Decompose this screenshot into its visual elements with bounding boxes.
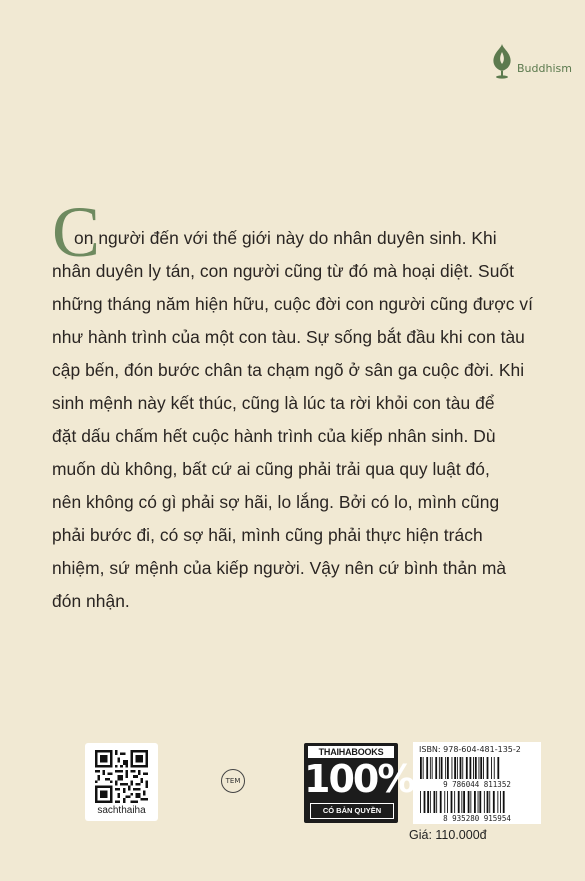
- blurb-line: on người đến với thế giới này do nhân duyên sinh. Khi: [74, 228, 497, 248]
- blurb-line: nhân duyên ly tán, con người cũng từ đó mà hoại diệt. Suốt: [52, 261, 515, 281]
- barcode-bar: [430, 791, 431, 813]
- blurb-line: sinh mệnh này kết thúc, cũng là lúc ta rời khỏi con tàu để: [52, 393, 495, 413]
- barcode-bar: [460, 757, 462, 779]
- blurb-line: đặt dấu chấm hết cuộc hành trình của kiếp nhân sinh. Dù: [52, 426, 496, 446]
- blurb-line: phải bước đi, có sợ hãi, mình cũng phải thực hiện trách: [52, 525, 483, 545]
- barcode-bar: [432, 757, 433, 779]
- barcode-bar: [444, 791, 445, 813]
- isbn-barcode-box: [413, 742, 541, 824]
- barcode-bar: [452, 757, 453, 779]
- qr-caption: sachthaiha: [97, 805, 146, 816]
- barcode-bar: [479, 757, 480, 779]
- barcode-bar: [463, 791, 465, 813]
- stamp-subtitle: CÓ BẢN QUYỀN: [310, 803, 394, 819]
- barcode-graphic: [416, 756, 538, 822]
- barcode-digits-top: 9 786044 811352: [443, 780, 511, 789]
- barcode-digits-bottom: 8 935280 915954: [443, 814, 511, 823]
- blurb-line: nên không có gì phải sợ hãi, lo lắng. Bởi có lo, mình cũng: [52, 492, 500, 512]
- barcode-bar: [454, 757, 456, 779]
- barcode-bar: [475, 757, 477, 779]
- barcode-bar: [434, 791, 436, 813]
- isbn-barcode: [420, 757, 499, 779]
- barcode-bar: [445, 757, 446, 779]
- barcode-bar: [439, 757, 440, 779]
- barcode-bar: [484, 791, 485, 813]
- qr-code-card: [85, 743, 158, 821]
- barcode-bar: [480, 757, 482, 779]
- barcode-bar: [436, 791, 437, 813]
- publisher-imprint: [491, 42, 572, 82]
- barcode-bar: [461, 791, 462, 813]
- barcode-bar: [497, 757, 499, 779]
- stamp-percent: 100%: [304, 757, 414, 801]
- blurb-line: cập bến, đón bước chân ta chạm ngõ ở sân ga cuộc đời. Khi: [52, 360, 525, 380]
- price-label: Giá: 110.000đ: [409, 828, 487, 842]
- barcode-bar: [500, 791, 501, 813]
- barcode-bar: [470, 791, 471, 813]
- barcode-bar: [424, 791, 426, 813]
- barcode-bar: [458, 791, 460, 813]
- barcode-bar: [468, 791, 470, 813]
- blurb-line: muốn dù không, bất cứ ai cũng phải trải qua quy luật đó,: [52, 459, 490, 479]
- qr-code-icon: [95, 750, 148, 803]
- barcode-bar: [462, 757, 463, 779]
- barcode-bar: [447, 791, 448, 813]
- isbn-label: ISBN: 978-604-481-135-2: [419, 745, 521, 754]
- barcode-bar: [493, 791, 495, 813]
- barcode-bar: [489, 791, 490, 813]
- blurb-line: đón nhận.: [52, 591, 130, 611]
- barcode-bar: [454, 791, 455, 813]
- ean-barcode: [420, 791, 505, 813]
- barcode-bar: [491, 757, 492, 779]
- barcode-bar: [494, 757, 495, 779]
- barcode-bar: [487, 791, 489, 813]
- barcode-bar: [447, 757, 449, 779]
- barcode-bar: [423, 757, 424, 779]
- barcode-bar: [457, 757, 458, 779]
- barcode-bar: [473, 757, 474, 779]
- barcode-bar: [503, 791, 505, 813]
- blurb-line: nhiệm, sứ mệnh của kiếp người. Vậy nên cứ bình thản mà: [52, 558, 507, 578]
- tem-sticker-mark: TEM: [221, 769, 245, 793]
- barcode-bar: [440, 791, 442, 813]
- barcode-bar: [483, 757, 484, 779]
- barcode-bar: [420, 791, 421, 813]
- barcode-bar: [430, 757, 431, 779]
- imprint-label: Buddhism: [517, 61, 572, 75]
- stamp-brand: THAIHABOOKS: [308, 746, 394, 758]
- barcode-bar: [420, 757, 422, 779]
- barcode-bar: [426, 757, 428, 779]
- barcode-bar: [451, 791, 453, 813]
- leaf-bodhi-icon: [491, 42, 513, 82]
- barcode-bar: [441, 757, 443, 779]
- barcode-bar: [478, 791, 479, 813]
- barcode-bar: [427, 791, 429, 813]
- blurb-line: như hành trình của một con tàu. Sự sống bắt đầu khi con tàu: [52, 327, 525, 347]
- barcode-bar: [466, 757, 468, 779]
- blurb-line: những tháng năm hiện hữu, cuộc đời con người cũng được ví: [52, 294, 533, 314]
- barcode-bar: [470, 757, 472, 779]
- barcode-bar: [479, 791, 481, 813]
- drop-cap: C: [52, 192, 101, 272]
- copyright-stamp: [304, 743, 414, 823]
- barcode-bar: [474, 791, 476, 813]
- barcode-bar: [497, 791, 498, 813]
- barcode-bar: [487, 757, 489, 779]
- barcode-bar: [435, 757, 437, 779]
